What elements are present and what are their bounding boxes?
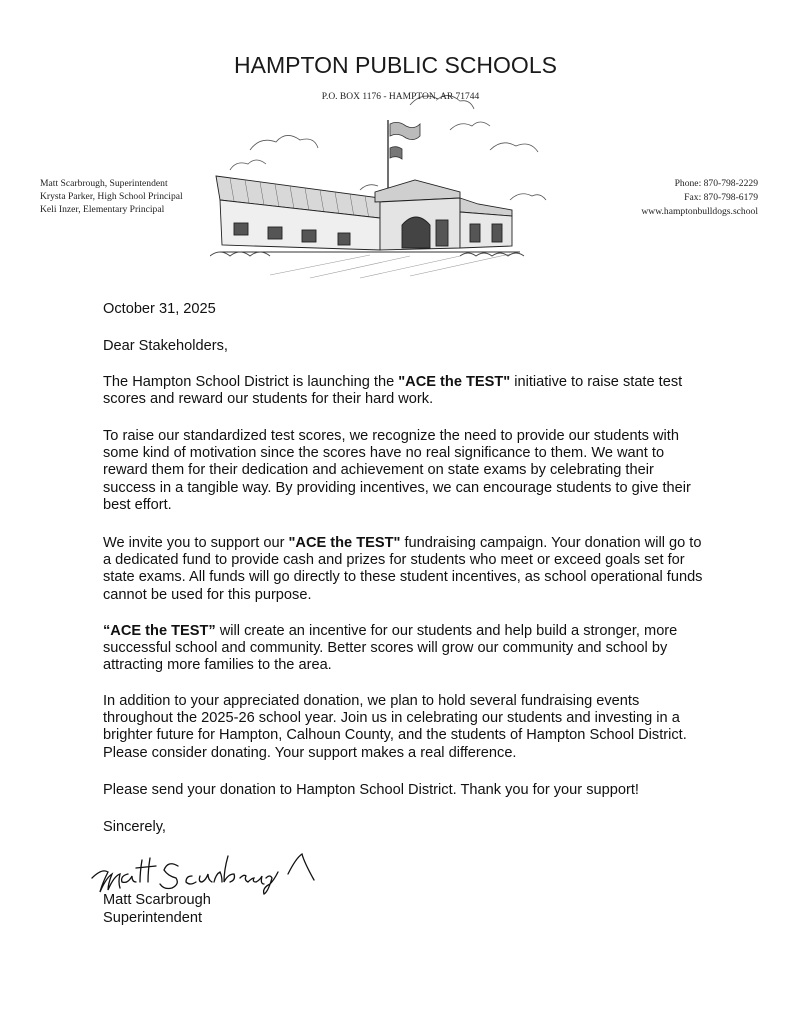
- cloud: [510, 194, 546, 200]
- paragraph-events: In addition to your appreciated donation, we plan to hold several fundraising events throughout the 2025-26 school year. Join us in celebrating our students and investing in a brighter future for Hampton, Calhoun County, and the students of Hampton School District. Please consider donating. Your support makes a real difference.: [103, 693, 687, 761]
- school-address: P.O. BOX 1176 - HAMPTON, AR 71744: [321, 92, 480, 102]
- entrance-arch: [402, 217, 430, 248]
- paragraph-motivation: To raise our standardized test scores, we recognize the need to provide our students with some kind of motivation since the scores have no real significance to them. We want to reward them for their dedication and achievement on state exams by celebrating their success in a tangible way. By providing incentives, we can encourage students to give their best effort.: [103, 428, 691, 513]
- signer-name: Matt Scarbrough: [103, 892, 211, 908]
- paragraph-thanks: Please send your donation to Hampton School District. Thank you for your support!: [103, 782, 639, 798]
- campaign-name: “ACE the TEST”: [103, 623, 216, 639]
- right-wing-wall: [460, 212, 512, 248]
- staff-elementary-principal: Keli Inzer, Elementary Principal: [40, 204, 165, 215]
- school-building-illustration: [210, 80, 570, 280]
- cloud: [360, 185, 378, 190]
- closing: Sincerely,: [103, 819, 166, 835]
- staff-superintendent: Matt Scarbrough, Superintendent: [40, 178, 168, 189]
- campaign-name: "ACE the TEST": [288, 535, 401, 551]
- cloud: [250, 135, 318, 150]
- paragraph-benefits: “ACE the TEST” will create an incentive for our students and help build a stronger, more successful school and community. Better scores will grow our community and school by attracting more families to the area.: [103, 623, 678, 674]
- salutation: Dear Stakeholders,: [103, 338, 228, 354]
- paragraph-invitation: We invite you to support our "ACE the TEST" fundraising campaign. Your donation will go to a dedicated fund to provide cash and prizes for students who meet or exceed goals set for state exams. All funds will go directly to these student incentives, as school operational funds cannot be used for this purpose.: [103, 535, 703, 603]
- us-flag: [390, 122, 420, 139]
- campaign-name: "ACE the TEST": [398, 374, 511, 390]
- phone-number: Phone: 870-798-2229: [674, 178, 758, 189]
- state-flag: [390, 147, 402, 159]
- school-name: HAMPTON PUBLIC SCHOOLS: [234, 52, 557, 78]
- letter-date: October 31, 2025: [103, 301, 216, 317]
- staff-list: [40, 177, 183, 216]
- signer-title: Superintendent: [103, 910, 202, 926]
- cloud: [450, 122, 490, 130]
- fax-number: Fax: 870-798-6179: [684, 192, 758, 203]
- walkway: [270, 254, 510, 278]
- website-link: www.hamptonbulldogs.school: [641, 206, 758, 217]
- paragraph-intro: The Hampton School District is launching the "ACE the TEST" initiative to raise state test scores and reward our students for their hard work.: [103, 374, 683, 408]
- cloud: [230, 160, 266, 170]
- staff-high-school-principal: Krysta Parker, High School Principal: [40, 191, 183, 202]
- cloud: [490, 143, 538, 152]
- contact-info: [641, 177, 758, 219]
